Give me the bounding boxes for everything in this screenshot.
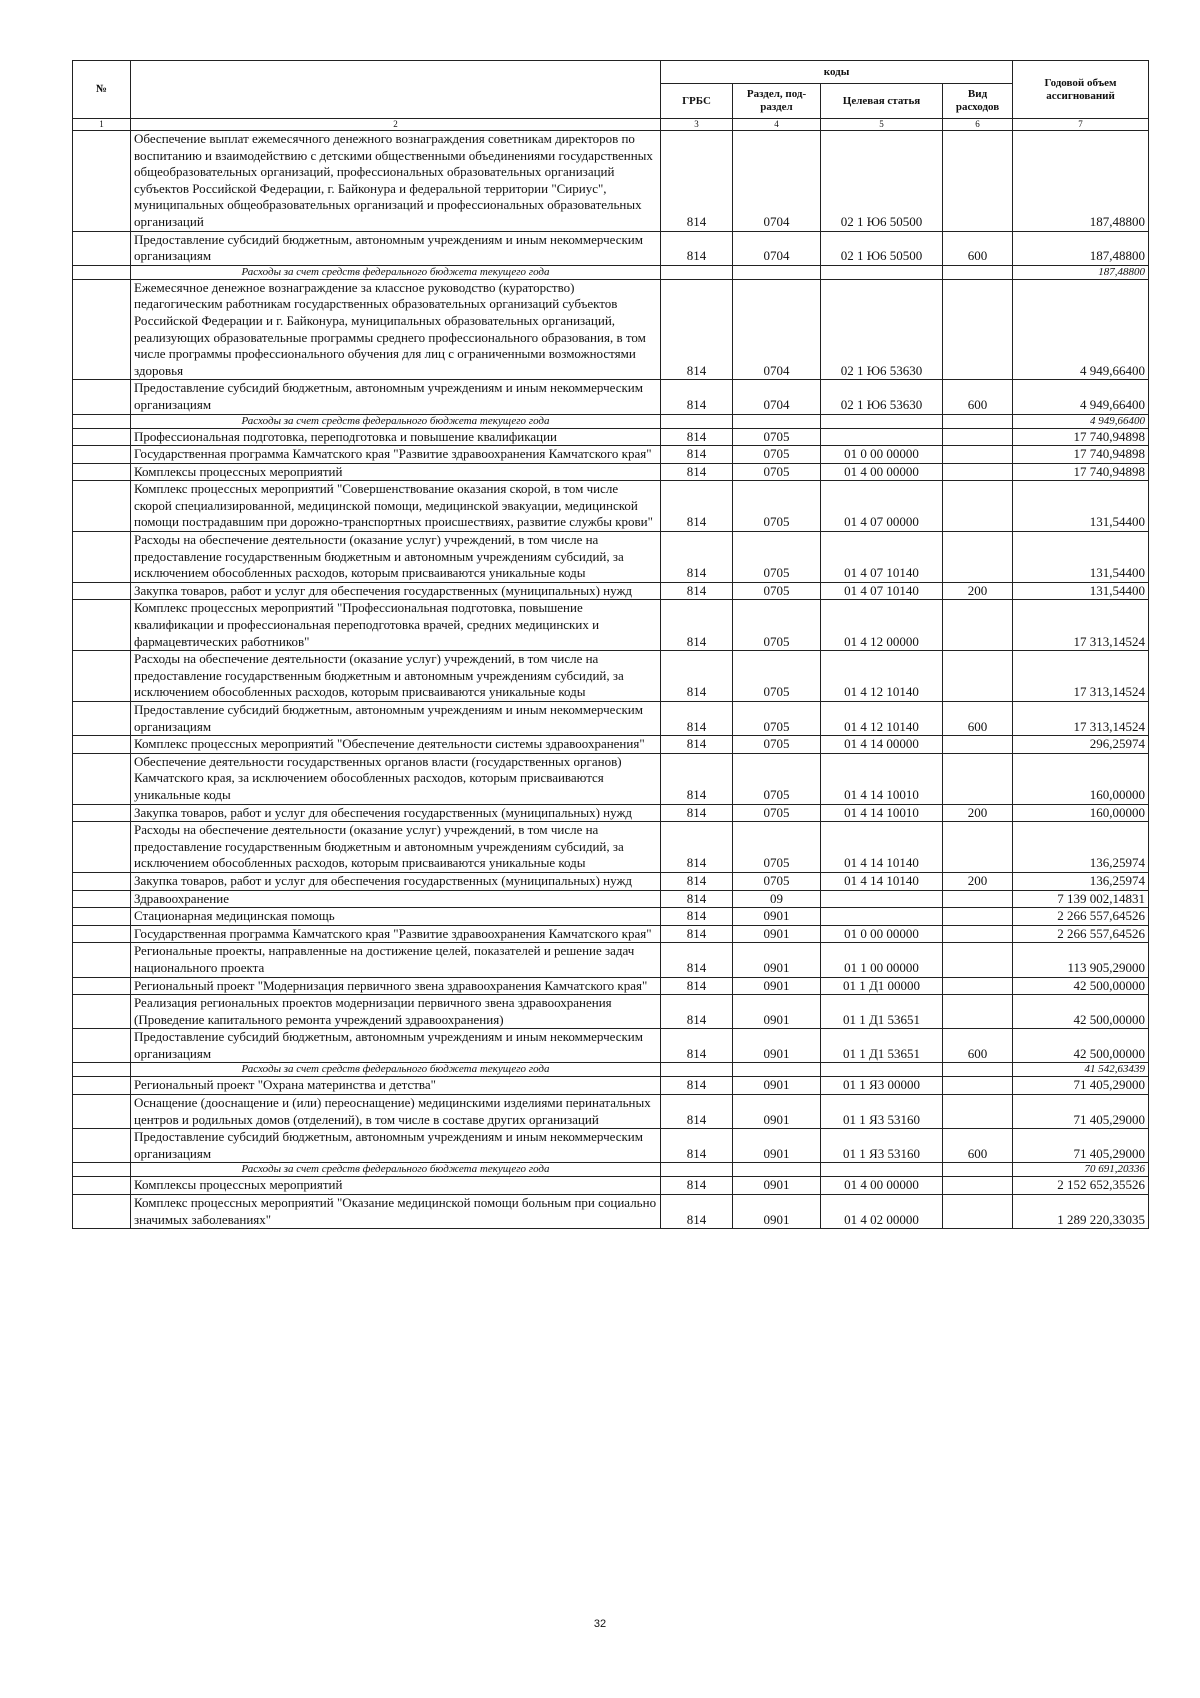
row-target: 01 1 Д1 53651 bbox=[821, 995, 943, 1029]
row-target: 01 0 00 00000 bbox=[821, 925, 943, 943]
row-number-cell bbox=[73, 414, 131, 428]
row-target: 01 0 00 00000 bbox=[821, 446, 943, 464]
table-row bbox=[73, 890, 1149, 908]
row-number-cell bbox=[73, 908, 131, 926]
row-kind: 600 bbox=[943, 1029, 1013, 1063]
row-sum: 17 740,94898 bbox=[1013, 463, 1149, 481]
row-target: 02 1 Ю6 53630 bbox=[821, 380, 943, 414]
table-row bbox=[73, 1163, 1149, 1177]
row-grbs: 814 bbox=[661, 1177, 733, 1195]
row-number-cell bbox=[73, 702, 131, 736]
row-description: Стационарная медицинская помощь bbox=[131, 908, 661, 926]
row-kind bbox=[943, 977, 1013, 995]
row-kind: 600 bbox=[943, 702, 1013, 736]
row-number-cell bbox=[73, 1195, 131, 1229]
table-row bbox=[73, 380, 1149, 414]
row-sum: 131,54400 bbox=[1013, 532, 1149, 583]
row-kind bbox=[943, 414, 1013, 428]
header-codes: коды bbox=[661, 61, 1013, 84]
row-grbs: 814 bbox=[661, 753, 733, 804]
row-kind bbox=[943, 736, 1013, 754]
table-row bbox=[73, 582, 1149, 600]
row-description: Предоставление субсидий бюджетным, автономным учреждениям и иным некоммерческим организациям bbox=[131, 1029, 661, 1063]
header-number: № bbox=[73, 61, 131, 119]
row-description: Предоставление субсидий бюджетным, автономным учреждениям и иным некоммерческим организациям bbox=[131, 231, 661, 265]
row-description: Комплекс процессных мероприятий "Обеспечение деятельности системы здравоохранения" bbox=[131, 736, 661, 754]
column-number: 6 bbox=[943, 119, 1013, 131]
row-section: 0901 bbox=[733, 1077, 821, 1095]
row-sum: 160,00000 bbox=[1013, 753, 1149, 804]
row-description: Расходы за счет средств федерального бюджета текущего года bbox=[131, 1063, 661, 1077]
row-target: 01 4 12 10140 bbox=[821, 651, 943, 702]
row-number-cell bbox=[73, 131, 131, 232]
row-sum: 4 949,66400 bbox=[1013, 414, 1149, 428]
header-description bbox=[131, 61, 661, 119]
table-row bbox=[73, 279, 1149, 380]
row-target: 01 4 07 10140 bbox=[821, 532, 943, 583]
row-kind: 200 bbox=[943, 804, 1013, 822]
row-section: 0901 bbox=[733, 925, 821, 943]
row-sum: 113 905,29000 bbox=[1013, 943, 1149, 977]
page-number: 32 bbox=[593, 1618, 607, 1630]
row-sum: 2 266 557,64526 bbox=[1013, 908, 1149, 926]
row-section: 0901 bbox=[733, 1029, 821, 1063]
header-kind: Вид расходов bbox=[943, 84, 1013, 119]
row-sum: 296,25974 bbox=[1013, 736, 1149, 754]
row-grbs: 814 bbox=[661, 925, 733, 943]
column-number: 7 bbox=[1013, 119, 1149, 131]
row-target: 01 1 Я3 00000 bbox=[821, 1077, 943, 1095]
row-section: 0901 bbox=[733, 908, 821, 926]
row-section: 0705 bbox=[733, 446, 821, 464]
row-number-cell bbox=[73, 265, 131, 279]
row-description: Предоставление субсидий бюджетным, автономным учреждениям и иным некоммерческим организациям bbox=[131, 1129, 661, 1163]
row-kind bbox=[943, 532, 1013, 583]
row-grbs: 814 bbox=[661, 1129, 733, 1163]
row-grbs: 814 bbox=[661, 446, 733, 464]
row-section: 09 bbox=[733, 890, 821, 908]
row-description: Региональный проект "Охрана материнства и детства" bbox=[131, 1077, 661, 1095]
row-sum: 160,00000 bbox=[1013, 804, 1149, 822]
table-row bbox=[73, 1177, 1149, 1195]
row-target: 01 4 07 10140 bbox=[821, 582, 943, 600]
table-row bbox=[73, 995, 1149, 1029]
table-row bbox=[73, 1077, 1149, 1095]
row-kind bbox=[943, 651, 1013, 702]
row-kind bbox=[943, 265, 1013, 279]
row-kind: 600 bbox=[943, 231, 1013, 265]
row-description: Оснащение (дооснащение и (или) переоснащение) медицинскими изделиями перинатальных центров и родильных домов (отделений), в том числе в составе других организаций bbox=[131, 1095, 661, 1129]
row-section: 0705 bbox=[733, 651, 821, 702]
table-row bbox=[73, 414, 1149, 428]
table-row bbox=[73, 1129, 1149, 1163]
table-row bbox=[73, 977, 1149, 995]
row-kind bbox=[943, 481, 1013, 532]
row-number-cell bbox=[73, 1063, 131, 1077]
row-description: Государственная программа Камчатского края "Развитие здравоохранения Камчатского края" bbox=[131, 925, 661, 943]
row-number-cell bbox=[73, 446, 131, 464]
row-kind bbox=[943, 925, 1013, 943]
row-number-cell bbox=[73, 736, 131, 754]
row-number-cell bbox=[73, 995, 131, 1029]
row-description: Комплексы процессных мероприятий bbox=[131, 463, 661, 481]
row-section: 0704 bbox=[733, 380, 821, 414]
column-number: 3 bbox=[661, 119, 733, 131]
row-kind bbox=[943, 1063, 1013, 1077]
row-sum: 17 740,94898 bbox=[1013, 446, 1149, 464]
table-row bbox=[73, 265, 1149, 279]
row-number-cell bbox=[73, 279, 131, 380]
row-description: Региональный проект "Модернизация первичного звена здравоохранения Камчатского края" bbox=[131, 977, 661, 995]
row-description: Расходы за счет средств федерального бюджета текущего года bbox=[131, 1163, 661, 1177]
row-description: Закупка товаров, работ и услуг для обеспечения государственных (муниципальных) нужд bbox=[131, 582, 661, 600]
row-target: 01 1 Я3 53160 bbox=[821, 1129, 943, 1163]
row-description: Закупка товаров, работ и услуг для обеспечения государственных (муниципальных) нужд bbox=[131, 872, 661, 890]
table-row bbox=[73, 600, 1149, 651]
header-section: Раздел, под-раздел bbox=[733, 84, 821, 119]
row-kind bbox=[943, 131, 1013, 232]
row-sum: 187,48800 bbox=[1013, 131, 1149, 232]
column-number: 5 bbox=[821, 119, 943, 131]
row-description: Государственная программа Камчатского края "Развитие здравоохранения Камчатского края" bbox=[131, 446, 661, 464]
row-target: 02 1 Ю6 50500 bbox=[821, 131, 943, 232]
row-number-cell bbox=[73, 943, 131, 977]
row-grbs: 814 bbox=[661, 995, 733, 1029]
row-sum: 1 289 220,33035 bbox=[1013, 1195, 1149, 1229]
row-kind bbox=[943, 890, 1013, 908]
row-sum: 41 542,63439 bbox=[1013, 1063, 1149, 1077]
row-description: Предоставление субсидий бюджетным, автономным учреждениям и иным некоммерческим организациям bbox=[131, 380, 661, 414]
row-kind bbox=[943, 943, 1013, 977]
row-kind bbox=[943, 463, 1013, 481]
table-row bbox=[73, 428, 1149, 446]
row-number-cell bbox=[73, 600, 131, 651]
row-kind: 600 bbox=[943, 1129, 1013, 1163]
row-grbs: 814 bbox=[661, 1095, 733, 1129]
table-row bbox=[73, 908, 1149, 926]
row-kind bbox=[943, 279, 1013, 380]
row-kind bbox=[943, 1095, 1013, 1129]
row-kind bbox=[943, 1195, 1013, 1229]
table-row bbox=[73, 822, 1149, 873]
row-number-cell bbox=[73, 532, 131, 583]
row-grbs: 814 bbox=[661, 1195, 733, 1229]
row-target: 02 1 Ю6 53630 bbox=[821, 279, 943, 380]
row-number-cell bbox=[73, 582, 131, 600]
row-sum: 2 266 557,64526 bbox=[1013, 925, 1149, 943]
row-section bbox=[733, 1063, 821, 1077]
row-number-cell bbox=[73, 1077, 131, 1095]
row-number-cell bbox=[73, 428, 131, 446]
row-grbs: 814 bbox=[661, 582, 733, 600]
row-target: 01 1 Д1 00000 bbox=[821, 977, 943, 995]
row-grbs bbox=[661, 414, 733, 428]
table-body bbox=[73, 131, 1149, 1229]
row-grbs bbox=[661, 1063, 733, 1077]
row-sum: 71 405,29000 bbox=[1013, 1095, 1149, 1129]
row-number-cell bbox=[73, 804, 131, 822]
row-sum: 131,54400 bbox=[1013, 481, 1149, 532]
table-row bbox=[73, 481, 1149, 532]
row-grbs: 814 bbox=[661, 1029, 733, 1063]
row-grbs: 814 bbox=[661, 822, 733, 873]
row-section: 0901 bbox=[733, 1095, 821, 1129]
row-target: 01 4 02 00000 bbox=[821, 1195, 943, 1229]
row-section: 0901 bbox=[733, 1195, 821, 1229]
row-target bbox=[821, 1163, 943, 1177]
row-target bbox=[821, 414, 943, 428]
table-row bbox=[73, 231, 1149, 265]
row-section: 0705 bbox=[733, 582, 821, 600]
row-target: 01 4 14 10140 bbox=[821, 822, 943, 873]
row-section: 0901 bbox=[733, 1177, 821, 1195]
row-grbs bbox=[661, 1163, 733, 1177]
row-section bbox=[733, 1163, 821, 1177]
row-grbs: 814 bbox=[661, 977, 733, 995]
row-sum: 187,48800 bbox=[1013, 231, 1149, 265]
row-description: Комплекс процессных мероприятий "Оказание медицинской помощи больным при социально значимых заболеваниях" bbox=[131, 1195, 661, 1229]
table-row bbox=[73, 131, 1149, 232]
row-sum: 42 500,00000 bbox=[1013, 1029, 1149, 1063]
row-target: 01 4 00 00000 bbox=[821, 1177, 943, 1195]
row-target: 01 4 14 00000 bbox=[821, 736, 943, 754]
row-section: 0704 bbox=[733, 131, 821, 232]
row-grbs: 814 bbox=[661, 736, 733, 754]
row-section: 0901 bbox=[733, 943, 821, 977]
row-description: Комплексы процессных мероприятий bbox=[131, 1177, 661, 1195]
row-number-cell bbox=[73, 1029, 131, 1063]
column-number: 1 bbox=[73, 119, 131, 131]
row-sum: 187,48800 bbox=[1013, 265, 1149, 279]
row-description: Ежемесячное денежное вознаграждение за классное руководство (кураторство) педагогическим работникам государственных образовательных организаций субъектов Российской Федерации и г. Байконура, муниципальных образовательных организаций, реализующих образовательные программы среднего профессионального образования, в том числе программы профессионального обучения для лиц с ограниченными возможностями здоровья bbox=[131, 279, 661, 380]
row-number-cell bbox=[73, 231, 131, 265]
header-target: Целевая статья bbox=[821, 84, 943, 119]
row-description: Расходы на обеспечение деятельности (оказание услуг) учреждений, в том числе на предоставление государственным бюджетным и автономным учреждениям субсидий, за исключением обособленных расходов, которым присваиваются уникальные коды bbox=[131, 822, 661, 873]
row-grbs: 814 bbox=[661, 481, 733, 532]
row-grbs: 814 bbox=[661, 279, 733, 380]
column-number: 2 bbox=[131, 119, 661, 131]
table-row bbox=[73, 753, 1149, 804]
row-number-cell bbox=[73, 380, 131, 414]
row-section: 0704 bbox=[733, 231, 821, 265]
row-kind bbox=[943, 600, 1013, 651]
table-row bbox=[73, 463, 1149, 481]
row-kind bbox=[943, 908, 1013, 926]
header-annual-volume: Годовой объем ассигнований bbox=[1013, 61, 1149, 119]
row-description: Расходы на обеспечение деятельности (оказание услуг) учреждений, в том числе на предоставление государственным бюджетным и автономным учреждениям субсидий, за исключением обособленных расходов, которым присваиваются уникальные коды bbox=[131, 651, 661, 702]
row-kind bbox=[943, 1163, 1013, 1177]
row-sum: 131,54400 bbox=[1013, 582, 1149, 600]
row-section bbox=[733, 414, 821, 428]
row-target: 01 4 14 10140 bbox=[821, 872, 943, 890]
row-section: 0901 bbox=[733, 995, 821, 1029]
row-kind: 200 bbox=[943, 872, 1013, 890]
budget-table bbox=[72, 60, 1149, 1229]
table-row bbox=[73, 532, 1149, 583]
row-section bbox=[733, 265, 821, 279]
row-target: 01 4 14 10010 bbox=[821, 804, 943, 822]
row-sum: 2 152 652,35526 bbox=[1013, 1177, 1149, 1195]
row-sum: 71 405,29000 bbox=[1013, 1077, 1149, 1095]
row-section: 0705 bbox=[733, 736, 821, 754]
row-target: 01 4 00 00000 bbox=[821, 463, 943, 481]
row-number-cell bbox=[73, 925, 131, 943]
row-number-cell bbox=[73, 977, 131, 995]
table-row bbox=[73, 446, 1149, 464]
row-sum: 136,25974 bbox=[1013, 822, 1149, 873]
row-target bbox=[821, 428, 943, 446]
row-kind: 200 bbox=[943, 582, 1013, 600]
row-section: 0705 bbox=[733, 481, 821, 532]
row-target bbox=[821, 908, 943, 926]
row-grbs: 814 bbox=[661, 1077, 733, 1095]
row-description: Закупка товаров, работ и услуг для обеспечения государственных (муниципальных) нужд bbox=[131, 804, 661, 822]
row-target: 01 1 Д1 53651 bbox=[821, 1029, 943, 1063]
table-row bbox=[73, 1029, 1149, 1063]
row-section: 0705 bbox=[733, 702, 821, 736]
row-grbs: 814 bbox=[661, 872, 733, 890]
row-section: 0705 bbox=[733, 463, 821, 481]
row-grbs: 814 bbox=[661, 804, 733, 822]
row-target: 01 4 07 00000 bbox=[821, 481, 943, 532]
table-row bbox=[73, 702, 1149, 736]
row-section: 0901 bbox=[733, 1129, 821, 1163]
row-description: Комплекс процессных мероприятий "Совершенствование оказания скорой, в том числе скорой специализированной, медицинской помощи, медицинской эвакуации, медицинской помощи пострадавшим при дорожно-транспортных происшествиях, развитие службы крови" bbox=[131, 481, 661, 532]
row-kind bbox=[943, 1077, 1013, 1095]
row-sum: 4 949,66400 bbox=[1013, 380, 1149, 414]
row-sum: 4 949,66400 bbox=[1013, 279, 1149, 380]
row-grbs: 814 bbox=[661, 890, 733, 908]
row-grbs: 814 bbox=[661, 380, 733, 414]
row-section: 0705 bbox=[733, 822, 821, 873]
row-grbs: 814 bbox=[661, 702, 733, 736]
row-target: 01 4 14 10010 bbox=[821, 753, 943, 804]
row-grbs: 814 bbox=[661, 428, 733, 446]
row-number-cell bbox=[73, 1177, 131, 1195]
row-sum: 136,25974 bbox=[1013, 872, 1149, 890]
row-description: Обеспечение деятельности государственных органов власти (государственных органов) Камчатского края, за исключением обособленных расходов, которым присваиваются уникальные коды bbox=[131, 753, 661, 804]
row-kind bbox=[943, 446, 1013, 464]
row-grbs: 814 bbox=[661, 943, 733, 977]
row-sum: 17 740,94898 bbox=[1013, 428, 1149, 446]
table-row bbox=[73, 943, 1149, 977]
row-kind bbox=[943, 753, 1013, 804]
table-row bbox=[73, 872, 1149, 890]
row-grbs: 814 bbox=[661, 231, 733, 265]
row-number-cell bbox=[73, 872, 131, 890]
row-target: 02 1 Ю6 50500 bbox=[821, 231, 943, 265]
row-sum: 7 139 002,14831 bbox=[1013, 890, 1149, 908]
row-grbs bbox=[661, 265, 733, 279]
row-section: 0705 bbox=[733, 804, 821, 822]
row-grbs: 814 bbox=[661, 600, 733, 651]
row-kind bbox=[943, 995, 1013, 1029]
row-description: Региональные проекты, направленные на достижение целей, показателей и решение задач национального проекта bbox=[131, 943, 661, 977]
row-number-cell bbox=[73, 890, 131, 908]
row-number-cell bbox=[73, 463, 131, 481]
row-number-cell bbox=[73, 1163, 131, 1177]
header-grbs: ГРБС bbox=[661, 84, 733, 119]
column-number: 4 bbox=[733, 119, 821, 131]
row-sum: 17 313,14524 bbox=[1013, 702, 1149, 736]
table-row bbox=[73, 1063, 1149, 1077]
row-description: Реализация региональных проектов модернизации первичного звена здравоохранения (Проведение капитального ремонта учреждений здравоохранения) bbox=[131, 995, 661, 1029]
row-description: Обеспечение выплат ежемесячного денежного вознаграждения советникам директоров по воспитанию и взаимодействию с детскими общественными объединениями государственных общеобразовательных организаций, профессиональных образовательных организаций субъектов Российской Федерации, г. Байконура и федеральной территории "Сириус", муниципальных общеобразовательных организаций и профессиональных образовательных организаций bbox=[131, 131, 661, 232]
row-sum: 17 313,14524 bbox=[1013, 600, 1149, 651]
row-number-cell bbox=[73, 753, 131, 804]
row-sum: 70 691,20336 bbox=[1013, 1163, 1149, 1177]
row-target bbox=[821, 1063, 943, 1077]
row-number-cell bbox=[73, 481, 131, 532]
row-description: Комплекс процессных мероприятий "Профессиональная подготовка, повышение квалификации и профессиональная переподготовка врачей, средних медицинских и фармацевтических работников" bbox=[131, 600, 661, 651]
row-section: 0705 bbox=[733, 428, 821, 446]
table-row bbox=[73, 925, 1149, 943]
row-kind bbox=[943, 1177, 1013, 1195]
column-number-row bbox=[73, 119, 1149, 131]
table-row bbox=[73, 736, 1149, 754]
row-number-cell bbox=[73, 822, 131, 873]
row-grbs: 814 bbox=[661, 131, 733, 232]
table-row bbox=[73, 1095, 1149, 1129]
row-number-cell bbox=[73, 651, 131, 702]
row-section: 0705 bbox=[733, 753, 821, 804]
row-kind bbox=[943, 822, 1013, 873]
row-number-cell bbox=[73, 1095, 131, 1129]
row-section: 0705 bbox=[733, 600, 821, 651]
row-description: Расходы на обеспечение деятельности (оказание услуг) учреждений, в том числе на предоставление государственным бюджетным и автономным учреждениям субсидий, за исключением обособленных расходов, которым присваиваются уникальные коды bbox=[131, 532, 661, 583]
row-sum: 17 313,14524 bbox=[1013, 651, 1149, 702]
row-grbs: 814 bbox=[661, 908, 733, 926]
row-description: Предоставление субсидий бюджетным, автономным учреждениям и иным некоммерческим организациям bbox=[131, 702, 661, 736]
row-section: 0705 bbox=[733, 872, 821, 890]
row-target bbox=[821, 265, 943, 279]
row-section: 0901 bbox=[733, 977, 821, 995]
row-description: Профессиональная подготовка, переподготовка и повышение квалификации bbox=[131, 428, 661, 446]
row-target: 01 1 Я3 53160 bbox=[821, 1095, 943, 1129]
row-grbs: 814 bbox=[661, 532, 733, 583]
row-grbs: 814 bbox=[661, 651, 733, 702]
row-sum: 42 500,00000 bbox=[1013, 977, 1149, 995]
row-sum: 71 405,29000 bbox=[1013, 1129, 1149, 1163]
row-description: Расходы за счет средств федерального бюджета текущего года bbox=[131, 265, 661, 279]
row-target bbox=[821, 890, 943, 908]
header-row bbox=[73, 61, 1149, 84]
row-kind: 600 bbox=[943, 380, 1013, 414]
row-number-cell bbox=[73, 1129, 131, 1163]
row-grbs: 814 bbox=[661, 463, 733, 481]
row-section: 0704 bbox=[733, 279, 821, 380]
row-description: Расходы за счет средств федерального бюджета текущего года bbox=[131, 414, 661, 428]
table-row bbox=[73, 651, 1149, 702]
row-sum: 42 500,00000 bbox=[1013, 995, 1149, 1029]
table-row bbox=[73, 804, 1149, 822]
row-description: Здравоохранение bbox=[131, 890, 661, 908]
row-kind bbox=[943, 428, 1013, 446]
row-target: 01 4 12 10140 bbox=[821, 702, 943, 736]
row-target: 01 1 00 00000 bbox=[821, 943, 943, 977]
row-section: 0705 bbox=[733, 532, 821, 583]
row-target: 01 4 12 00000 bbox=[821, 600, 943, 651]
table-row bbox=[73, 1195, 1149, 1229]
